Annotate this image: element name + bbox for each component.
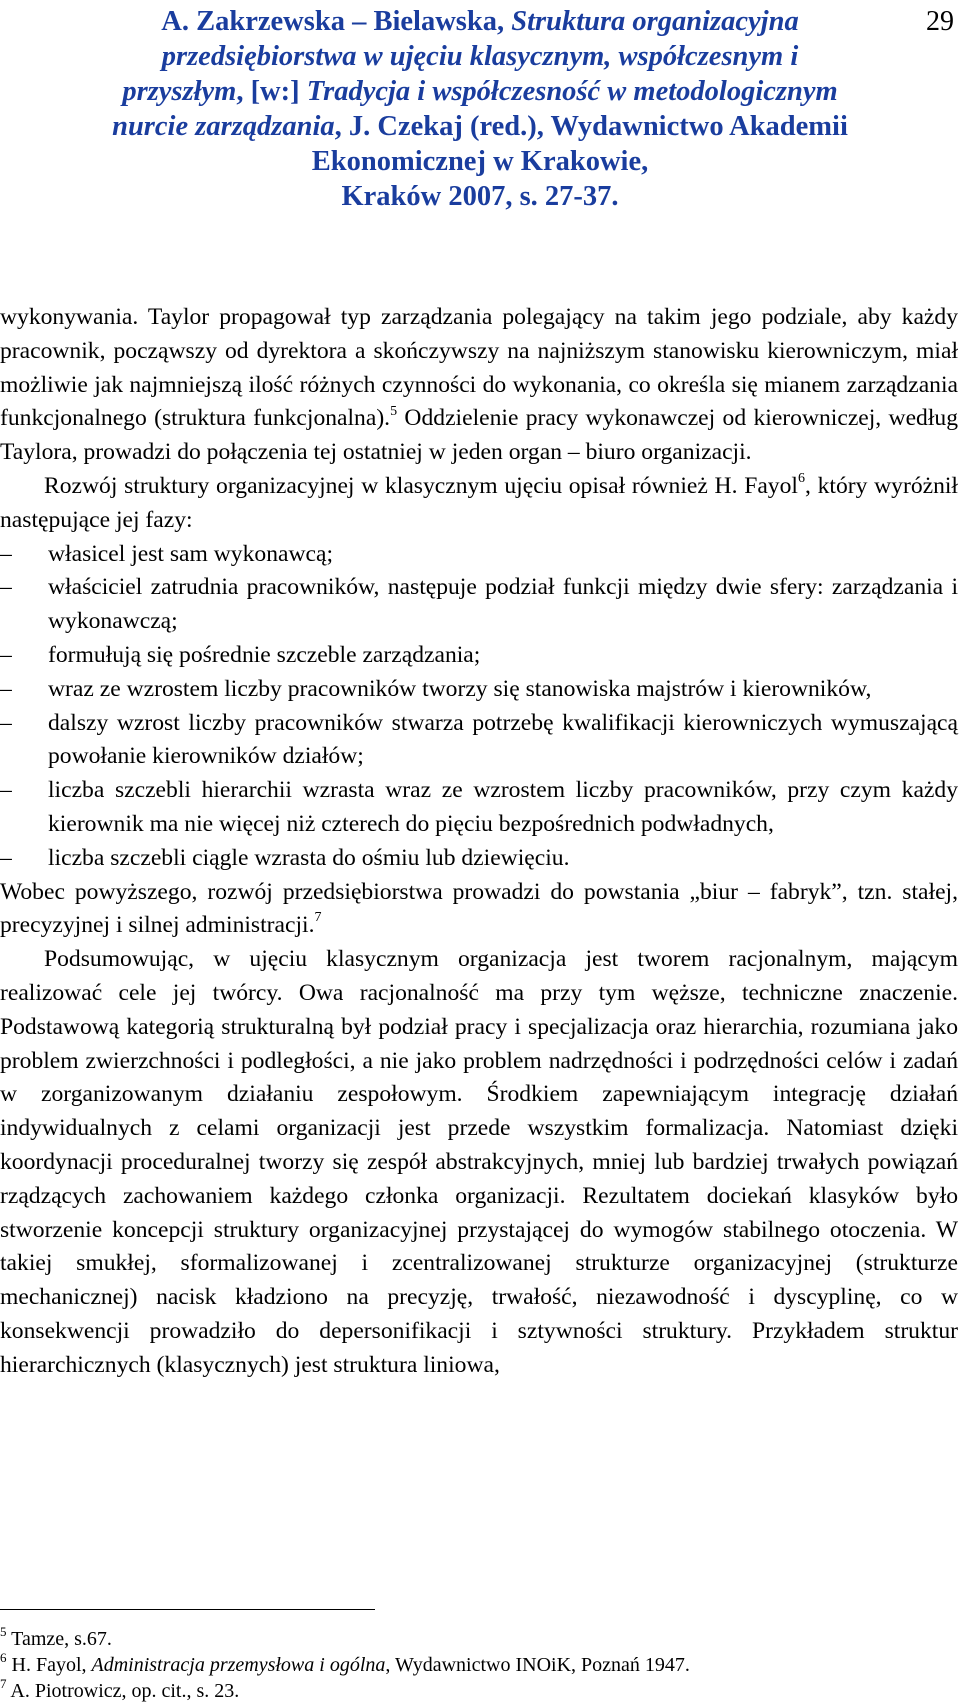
header-line-3: przyszłym, [w:] Tradycja i współczesność w metodologicznym [122, 76, 838, 107]
dash-bullet: – [0, 540, 12, 567]
footnote-ref-6: 6 [797, 471, 805, 487]
body-text [0, 301, 958, 1383]
footnote-separator [0, 1609, 375, 1610]
header-line-2: przedsiębiorstwa w ujęciu klasycznym, współczesnym i [161, 41, 799, 72]
footnote-ref-7: 7 [314, 910, 322, 926]
paragraph-biur-fabryk: Wobec powyższego, rozwój przedsiębiorstwa prowadzi do powstania „biur – fabryk”, tzn. stałej, precyzyjnej i silnej administracji.$^7$ [0, 878, 958, 939]
dash-bullet: – [0, 675, 12, 702]
header-line-5: Ekonomicznej w Krakowie, [311, 146, 649, 177]
dash-bullet: – [0, 574, 12, 601]
citation-header [30, 4, 930, 214]
list-item: – właściciel zatrudnia pracowników, następuje podział funkcji między dwie sfery: zarządzania i wykonawczą; [0, 571, 958, 639]
list-item: – własicel jest sam wykonawcą; [0, 538, 958, 572]
footnote-6: $^6$ H. Fayol, Administracja przemysłowa i ogólna, Wydawnictwo INOiK, Poznań 1947. [0, 1650, 690, 1676]
fayol-phases-list [0, 538, 958, 876]
list-item: – liczba szczebli ciągle wzrasta do ośmiu lub dziewięciu. [0, 842, 958, 876]
list-item: – formułują się pośrednie szczeble zarządzania; [0, 639, 958, 673]
dash-bullet: – [0, 709, 12, 736]
dash-bullet: – [0, 777, 12, 804]
footnotes [0, 1626, 958, 1704]
list-item: – wraz ze wzrostem liczby pracowników tworzy się stanowiska majstrów i kierowników, [0, 673, 958, 707]
header-line-1: A. Zakrzewska – Bielawska, Struktura organizacyjna [161, 6, 799, 37]
header-line-4: nurcie zarządzania, J. Czekaj (red.), Wydawnictwo Akademii [112, 111, 848, 142]
list-item: – dalszy wzrost liczby pracowników stwarza potrzebę kwalifikacji kierowniczych wymuszającą powołanie kierowników działów; [0, 707, 958, 775]
footnote-7: $^7$ A. Piotrowicz, op. cit., s. 23. [0, 1676, 240, 1702]
page-number: 29 [926, 6, 954, 37]
dash-bullet: – [0, 844, 12, 871]
footnote-5: $^5$ Tamze, s.67. [0, 1624, 112, 1650]
header-line-6: Kraków 2007, s. 27-37. [341, 181, 619, 212]
dash-bullet: – [0, 641, 12, 668]
list-item: – liczba szczebli hierarchii wzrasta wraz ze wzrostem liczby pracowników, przy czym każdy kierownik ma nie więcej niż czterech do pięciu bezpośrednich podwładnych, [0, 774, 958, 842]
footnote-ref-5: 5 [390, 403, 398, 419]
paragraph-summary: Podsumowując, w ujęciu klasycznym organizacja jest tworem racjonalnym, mającym realizować cele jej twórcy. Owa racjonalność ma przy tym węższe, techniczne znaczenie. Podstawową kategorią strukturalną był podział pracy i specjalizacja oraz hierarchia, rozumiana jako problem zwierzchności i podległości, a nie jako problem nadrzędności i podrzędności celów i zadań w zorganizowanym działaniu zespołowym. Środkiem zapewniającym integrację działań indywidualnych z celami organizacji jest przede wszystkim formalizacja. Natomiast dzięki koordynacji proceduralnej tworzy się zespół abstrakcyjnych, mniej lub bardziej trwałych powiązań rządzących zachowaniem każdego członka organizacji. Rezultatem dociekań klasyków było stworzenie koncepcji struktury organizacyjnej przystającej do wymogów stabilnego otoczenia. W takiej smukłej, sformalizowanej i zcentralizowanej strukturze organizacyjnej (strukturze mechanicznej) nacisk kładziono na precyzję, trwałość, niezawodność i dyscyplinę, co w konsekwencji prowadziło do depersonifikacji i sztywności struktury. Przykładem struktur hierarchicznych (klasycznych) jest struktura liniowa, [0, 946, 958, 1378]
paragraph-fayol: Rozwój struktury organizacyjnej w klasycznym ujęciu opisał również H. Fayol$^6$, który wyróżnił następujące jej fazy: [0, 471, 958, 533]
paragraph-taylor: wykonywania. Taylor propagował typ zarządzania polegający na takim jego podziale, aby każdy pracownik, począwszy od dyrektora a skończywszy na najniższym stanowisku kierowniczym, miał możliwie jak najmniejszą ilość różnych czynności do wykonania, co określa się mianem zarządzania funkcjonalnego (struktura funkcjonalna).$^5$ Oddzielenie pracy wykonawczej od kierowniczej, według Taylora, prowadzi do połączenia tej ostatniej w jeden organ – biuro organizacji. [0, 304, 959, 466]
